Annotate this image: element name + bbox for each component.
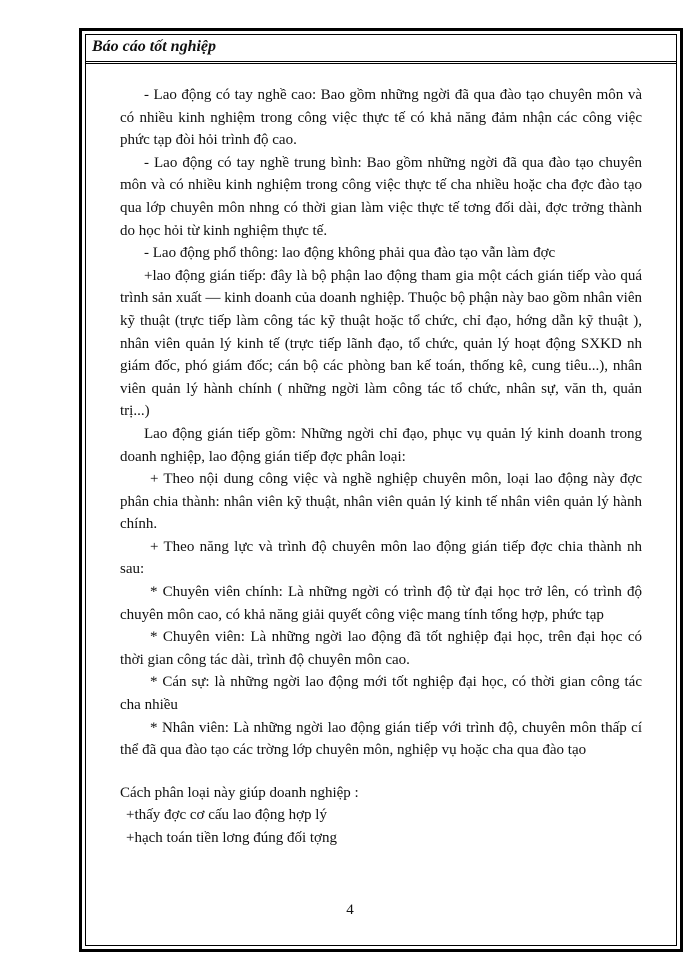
paragraph-staff: * Nhân viên: Là những ngời lao động gián tiếp với trình độ, chuyên môn thấp cí thể đã qua đào tạo các trờng lớp chuyên môn, nghiệp vụ hoặc cha qua đào tạo bbox=[120, 719, 642, 759]
paragraph-by-content: + Theo nội dung công việc và nghề nghiệp chuyên môn, loại lao động này đợc phân chia thành: nhân viên kỹ thuật, nhân viên quản lý kinh tế nhân viên quản lý hành chính. bbox=[120, 471, 642, 533]
paragraph-indirect-labor: +lao động gián tiếp: đây là bộ phận lao động tham gia một cách gián tiếp vào quá trình sản xuất — kinh doanh của doanh nghiệp. Thuộc bộ phận này bao gồm nhân viên kỹ thuật (trực tiếp làm công tác kỹ thuật hoặc tổ chức, chỉ đạo, hớng dẫn kỹ thuật ), nhân viên quản lý kinh tế (trực tiếp lãnh đạo, tổ chức, quản lý hoạt động SXKD nh giám đốc, phó giám đốc; cán bộ các phòng ban kế toán, thống kê, cung tiêu...), nhân viên quản lý hành chính ( những ngời làm công tác tổ chức, nhân sự, văn th, quản trị...) bbox=[120, 267, 642, 420]
paragraph-gap bbox=[120, 762, 642, 782]
summary-intro: Cách phân loại này giúp doanh nghiệp : bbox=[120, 784, 359, 801]
header-rule bbox=[86, 61, 676, 64]
summary-item: +thấy đợc cơ cấu lao động hợp lý bbox=[126, 807, 327, 824]
paragraph-general-labor: - Lao động phổ thông: lao động không phải qua đào tạo vẫn làm đợc bbox=[144, 245, 556, 262]
paragraph-by-capacity: + Theo năng lực và trình độ chuyên môn lao động gián tiếp đợc chia thành nh sau: bbox=[120, 538, 642, 578]
paragraph-specialist: * Chuyên viên: Là những ngời lao động đã tốt nghiệp đại học, trên đại học có thời gian công tác dài, trình độ chuyên môn cao. bbox=[120, 629, 642, 668]
paragraph-skilled-labor: - Lao động có tay nghề cao: Bao gồm những ngời đã qua đào tạo chuyên môn và có nhiều kinh nghiệm trong công việc thực tế có khả năng đảm nhận các công việc phức tạp đòi hỏi trình độ cao. bbox=[120, 87, 642, 149]
paragraph-medium-labor: - Lao động có tay nghề trung bình: Bao gồm những ngời đã qua đào tạo chuyên môn và có nhiều kinh nghiệm trong công việc thực tế cha nhiều hoặc cha đợc đào tạo qua lớp chuyên môn nhng có thời gian làm việc thực tế tơng đối dài, đợc trởng thành do học hỏi từ kinh nghiệm thực tế. bbox=[120, 154, 642, 239]
summary-item: +hạch toán tiền lơng đúng đối tợng bbox=[126, 830, 337, 846]
paragraph-indirect-groups: Lao động gián tiếp gồm: Những ngời chỉ đạo, phục vụ quản lý kinh doanh trong doanh nghiệp, lao động gián tiếp đợc phân loại: bbox=[120, 425, 642, 465]
paragraph-senior-specialist: * Chuyên viên chính: Là những ngời có trình độ từ đại học trở lên, có trình độ chuyên môn cao, có khả năng giải quyết công việc mang tính tổng hợp, phức tạp bbox=[120, 584, 642, 623]
running-header: Báo cáo tốt nghiệp bbox=[92, 38, 217, 55]
page-number: 4 bbox=[346, 902, 354, 918]
paragraph-officer: * Cán sự: là những ngời lao động mới tốt nghiệp đại học, có thời gian công tác cha nhiều bbox=[120, 674, 642, 714]
document-body bbox=[120, 84, 642, 850]
